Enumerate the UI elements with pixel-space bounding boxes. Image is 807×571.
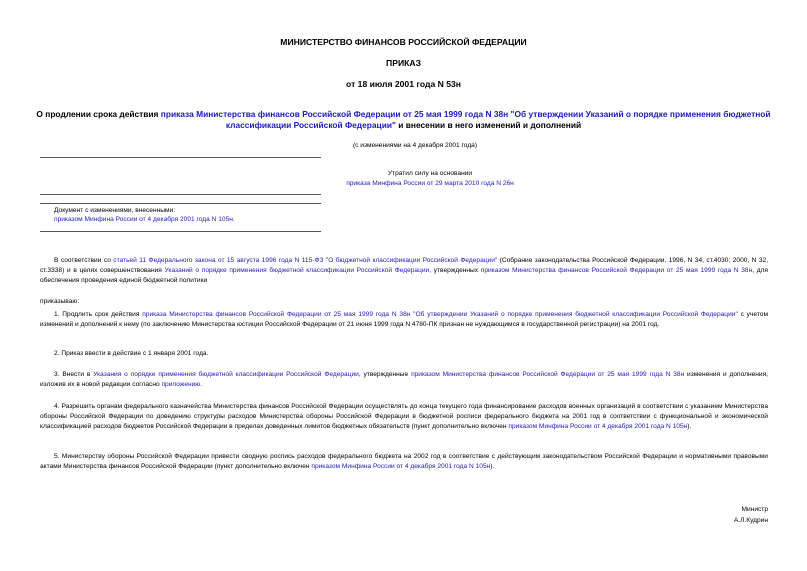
title-prefix: О продлении срока действия: [36, 109, 161, 119]
document-title: [30, 109, 777, 131]
item-1-paragraph: [40, 310, 768, 330]
preamble-text: , для обеспечения проведения единой бюджетной политики: [40, 267, 768, 285]
revoked-link-wrap: [280, 180, 580, 187]
signature-role: Министр: [741, 506, 768, 513]
changes-link[interactable]: приказом Минфина России от 4 декабря 2001 года N 105н.: [54, 216, 235, 223]
item-3-link-instructions[interactable]: Указания о порядке применения бюджетной классификации Российской Федерации: [93, 371, 359, 378]
item-2-paragraph: 2. Приказ ввести в действие с 1 января 2001 года.: [54, 350, 209, 357]
item-3-link-order[interactable]: приказом Министерства финансов Российской Федерации от 25 мая 1999 года N 38н: [411, 371, 685, 378]
divider-line: [40, 203, 321, 204]
date-number-heading: от 18 июля 2001 года N 53н: [346, 79, 461, 89]
doc-type-heading: ПРИКАЗ: [386, 58, 421, 68]
item-4-text: 4. Разрешить органам федерального казначейства Министерства финансов Российской Федерации осуществлять до конца текущего года финансирование расходов военных организаций в соответствии с указанием Министерства обороны Российской Федерации по доведению структуры расходов Министерства обороны Российской Федерации в бюджетной росписи федерального бюджета на 2001 год в соответствии с функциональной и экономической классификацией расходов бюджетов Российской Федерации в пределах доведенных лимитов бюджетных обязательств (пункт дополнительно включен: [40, 403, 768, 431]
item-1-text: 1. Продлить срок действия: [54, 311, 143, 318]
item-4-text: ).: [687, 423, 692, 431]
title-suffix: и внесении в него изменений и дополнений: [395, 120, 582, 130]
ministry-heading: МИНИСТЕРСТВО ФИНАНСОВ РОССИЙСКОЙ ФЕДЕРАЦИИ: [280, 37, 527, 47]
preamble-text: (Собрание законодательства Российской Федерации, 1996, N 34, ст.4030; 2000, N 32, ст.3338) и в целях совершенствования: [40, 257, 768, 275]
item-3-text: .: [200, 381, 203, 389]
revoked-link[interactable]: приказа Минфина России от 29 марта 2010 года N 26н: [346, 180, 514, 187]
preamble-text: В соответствии со: [54, 257, 114, 264]
item-1-text: с учетом изменений и дополнений к нему (по заключению Министерства юстиции Российской Федерации от 21 июня 1999 года N 4780-ПК признан не нуждающимся в государственной регистрации) на 2001 год.: [40, 311, 768, 329]
divider-line: [40, 194, 321, 195]
item-5-link[interactable]: приказом Минфина России от 4 декабря 2001 года N 105н: [311, 463, 491, 471]
item-5-paragraph: [40, 452, 768, 472]
divider-line: [40, 231, 321, 232]
order-word: приказываю:: [40, 298, 80, 305]
item-5-text: ).: [490, 463, 495, 471]
item-4-paragraph: [40, 402, 768, 433]
revoked-label: Утратил силу на основании: [387, 170, 473, 177]
item-1-link[interactable]: приказа Министерства финансов Российской Федерации от 25 мая 1999 года N 38н "Об утверждении Указаний о порядке применения бюджетной классификации Российской Федерации": [142, 311, 738, 318]
changes-label: Документ с изменениями, внесенными:: [54, 207, 176, 214]
item-3-text: изменения и дополнения, изложив их в новой редакции согласно: [40, 371, 768, 389]
changes-link-wrap: [54, 216, 324, 223]
item-3-text: 3. Внести в: [54, 371, 94, 378]
divider-line: [40, 157, 321, 158]
preamble-paragraph: [40, 256, 768, 287]
amendments-note: (с изменениями на 4 декабря 2001 года): [352, 142, 478, 149]
item-3-text: , утвержденные: [358, 371, 412, 378]
preamble-link-order[interactable]: приказом Министерства финансов Российской Федерации от 25 мая 1999 года N 38н: [480, 267, 753, 275]
title-link-order-38n[interactable]: приказа Министерства финансов Российской Федерации от 25 мая 1999 года N 38н "Об утверждении Указаний о порядке применения бюджетной классификации Российской Федерации": [160, 109, 771, 130]
item-4-link[interactable]: приказом Минфина России от 4 декабря 2001 года N 105н: [508, 423, 688, 431]
signature-name: А.Л.Кудрин: [733, 517, 768, 524]
item-3-paragraph: [40, 370, 768, 390]
item-3-link-appendix[interactable]: приложению: [161, 381, 201, 389]
preamble-link-law[interactable]: статьей 11 Федерального закона от 15 августа 1996 года N 115-ФЗ "О бюджетной классификации Российской Федерации": [113, 257, 498, 264]
item-5-text: 5. Министерству обороны Российской Федерации привести сводную роспись расходов федерального бюджета на 2002 год в соответствие с действующим законодательством Российской Федерации и нормативными правовыми актами Министерства финансов Российской Федерации (пункт дополнительно включен: [40, 453, 768, 471]
preamble-text: , утвержденных: [429, 267, 481, 275]
preamble-link-instructions[interactable]: Указаний о порядке применения бюджетной классификации Российской Федерации: [164, 267, 430, 275]
